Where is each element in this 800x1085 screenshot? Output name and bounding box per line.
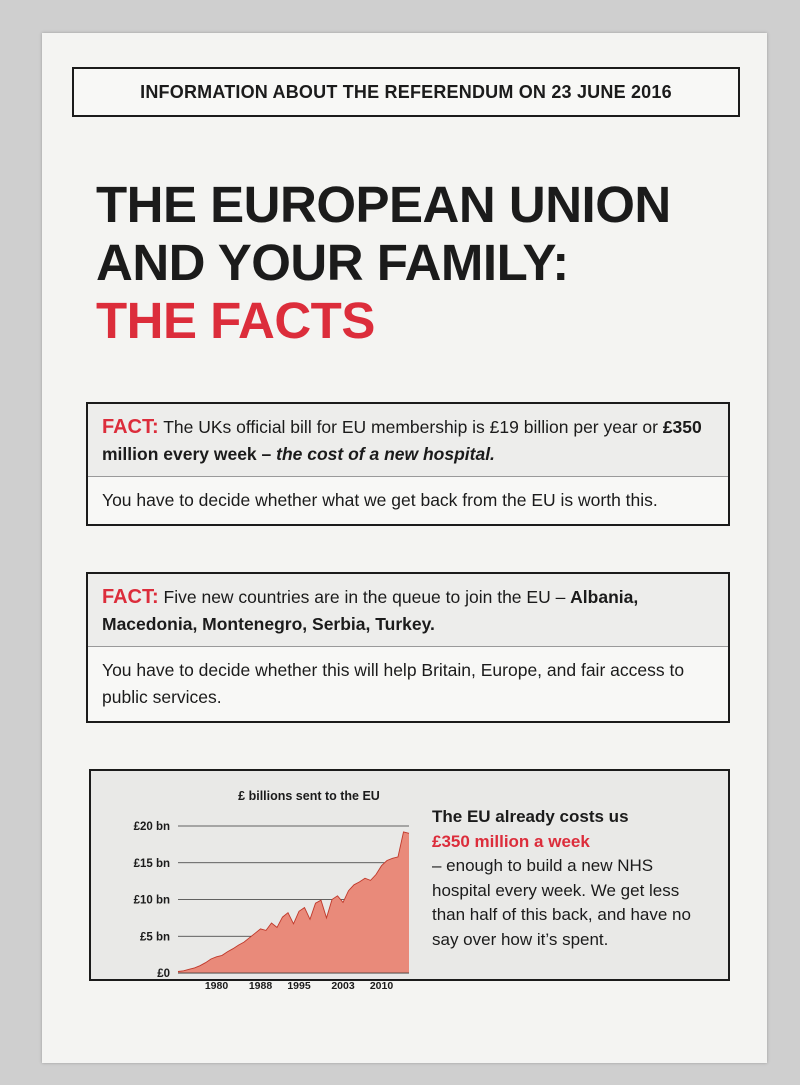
x-tick-label: 2010 bbox=[369, 980, 394, 992]
fact-box-cost-decide: You have to decide whether what we get back from the EU is worth this. bbox=[102, 490, 658, 510]
fact-label: FACT: bbox=[102, 416, 159, 438]
fact-box-countries-statement bbox=[88, 574, 728, 647]
eu-cost-chart bbox=[91, 771, 421, 992]
data-area bbox=[178, 832, 409, 973]
fact-box-countries-decide: You have to decide whether this will help Britain, Europe, and fair access to public services. bbox=[102, 660, 685, 707]
fact-text: Five new countries are in the queue to join the EU – bbox=[158, 587, 571, 607]
fact-text: The UKs official bill for EU membership is £19 billion per year or bbox=[158, 417, 663, 437]
headline-line-3: THE FACTS bbox=[96, 292, 375, 349]
side-note-heading: The EU already costs us bbox=[432, 807, 629, 826]
side-note-amount: £350 million a week bbox=[432, 831, 590, 851]
side-note-body: – enough to build a new NHS hospital every week. We get less than half of this back, and have no say over how it’s spent. bbox=[432, 856, 691, 949]
y-tick-label: £15 bn bbox=[133, 857, 170, 870]
fact-label: FACT: bbox=[102, 586, 159, 608]
fact-bold-text: £350 million every week bbox=[102, 417, 702, 464]
chart-title: £ billions sent to the EU bbox=[238, 789, 380, 803]
y-tick-label: £10 bn bbox=[133, 894, 170, 907]
fact-italic-text: the cost of a new hospital. bbox=[276, 444, 495, 464]
fact-dash: – bbox=[256, 444, 277, 464]
y-tick-label: £0 bbox=[157, 968, 170, 980]
fact-box-cost-statement bbox=[88, 404, 728, 477]
x-tick-label: 1995 bbox=[287, 980, 311, 992]
chart-side-note bbox=[432, 805, 702, 952]
eu-cost-chart-box bbox=[89, 769, 730, 992]
y-tick-label: £20 bn bbox=[133, 821, 170, 833]
x-tick-label: 1980 bbox=[204, 980, 229, 992]
headline-line-1: THE EUROPEAN UNION bbox=[96, 176, 671, 233]
fact-box-cost bbox=[86, 402, 730, 526]
page-headline bbox=[96, 176, 756, 350]
fact-bold-text: Albania, Macedonia, Montenegro, Serbia, Turkey. bbox=[102, 587, 639, 634]
x-tick-label: 2003 bbox=[331, 980, 355, 992]
headline-line-2: AND YOUR FAMILY: bbox=[96, 234, 569, 291]
show-through-text bbox=[96, 140, 101, 161]
banner-text: INFORMATION ABOUT THE REFERENDUM ON 23 JUNE 2016 bbox=[140, 81, 672, 102]
y-tick-label: £5 bn bbox=[139, 931, 170, 944]
x-tick-label: 1988 bbox=[248, 980, 273, 992]
fact-box-countries bbox=[86, 572, 730, 723]
referendum-banner bbox=[72, 67, 740, 117]
